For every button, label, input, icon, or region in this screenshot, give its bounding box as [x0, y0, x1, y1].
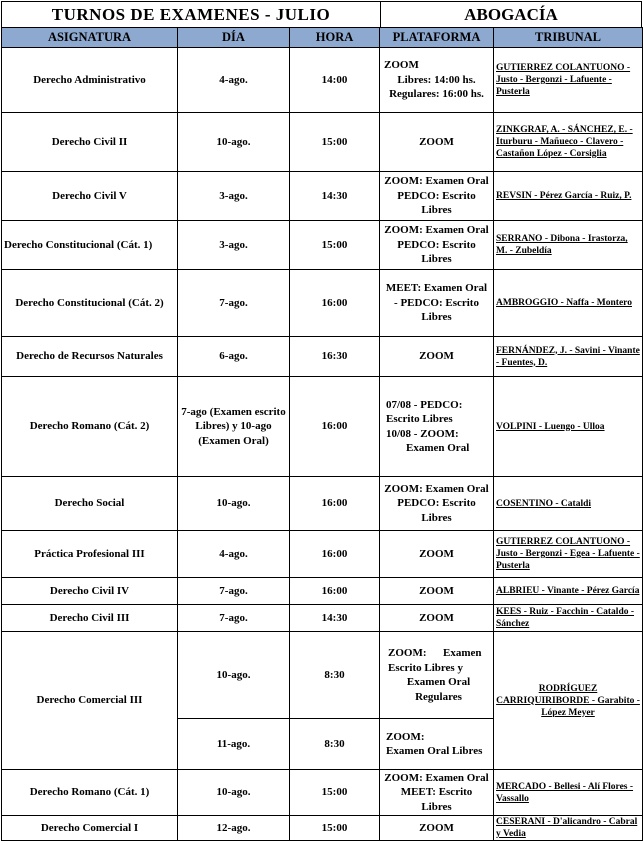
cell-hora: 8:30 — [290, 632, 380, 719]
cell-dia: 4-ago. — [178, 531, 290, 578]
cell-asignatura: Derecho Social — [2, 477, 178, 531]
tribunal-text: FERNÁNDEZ, J. - Savini - Vinante - Fuentes, D. — [496, 345, 640, 368]
cell-plataforma — [380, 816, 494, 841]
cell-dia: 10-ago. — [178, 770, 290, 816]
cell-plataforma — [380, 221, 494, 270]
tribunal-text: GUTIERREZ COLANTUONO - Justo - Bergonzi - Egea - Lafuente - Pusterla — [496, 537, 640, 571]
tribunal-text: VOLPINI - Luengo - Ulloa — [496, 421, 605, 432]
cell-asignatura: Derecho Civil III — [2, 605, 178, 632]
column-header-asignatura: ASIGNATURA — [2, 28, 178, 48]
plataforma-line: ZOOM — [419, 547, 454, 560]
exam-schedule-sheet — [1, 1, 642, 843]
tribunal-text: AMBROGGIO - Naffa - Montero — [496, 298, 632, 308]
plataforma-line: Examen Oral — [406, 442, 470, 454]
table-row — [2, 605, 643, 632]
table-row — [2, 770, 643, 816]
cell-dia: 10-ago. — [178, 477, 290, 531]
cell-hora: 8:30 — [290, 719, 380, 770]
cell-hora: 16:00 — [290, 270, 380, 337]
cell-asignatura: Derecho Comercial III — [2, 632, 178, 770]
plataforma-line: Regulares: 16:00 hs. — [389, 88, 484, 101]
tribunal-text: RODRÍGUEZ CARRIQUIRIBORDE - Garabito - López Meyer — [496, 683, 640, 718]
cell-tribunal — [494, 816, 643, 841]
cell-tribunal — [494, 113, 643, 172]
plataforma-line: Libres — [421, 311, 452, 324]
cell-asignatura: Derecho Constitucional (Cát. 1) — [2, 221, 178, 270]
plataforma-line: Libres — [421, 511, 452, 524]
table-row — [2, 531, 643, 578]
tribunal-text: COSENTINO - Cataldi — [496, 498, 592, 509]
plataforma-line: ZOOM — [419, 611, 454, 624]
cell-plataforma — [380, 770, 494, 816]
cell-hora: 16:00 — [290, 578, 380, 605]
cell-hora: 14:00 — [290, 48, 380, 113]
plataforma-line: Regulares — [415, 690, 462, 703]
cell-tribunal — [494, 531, 643, 578]
plataforma-line: ZOOM — [419, 350, 454, 363]
cell-hora: 16:00 — [290, 377, 380, 477]
cell-dia: 3-ago. — [178, 172, 290, 221]
cell-plataforma — [380, 632, 494, 719]
cell-tribunal — [494, 770, 643, 816]
cell-tribunal — [494, 632, 643, 770]
plataforma-line: Examen Oral Libres — [386, 745, 483, 757]
table-row — [2, 221, 643, 270]
cell-dia: 10-ago. — [178, 632, 290, 719]
plataforma-line: ZOOM: Examen Oral — [384, 771, 489, 784]
tribunal-text: KEES - Ruiz - Facchin - Cataldo - Sánchez — [496, 607, 635, 629]
plataforma-line: Escrito Libres — [386, 413, 453, 425]
cell-tribunal — [494, 270, 643, 337]
cell-hora: 15:00 — [290, 816, 380, 841]
cell-dia: 7-ago. — [178, 270, 290, 337]
cell-plataforma — [380, 270, 494, 337]
tribunal-text: CESERANI - D'alicandro - Cabral y Vedia — [496, 817, 638, 839]
cell-hora: 15:00 — [290, 221, 380, 270]
plataforma-line: ZOOM — [419, 135, 454, 148]
plataforma-line: ZOOM — [419, 584, 454, 597]
table-row — [2, 578, 643, 605]
column-header-tribunal: TRIBUNAL — [494, 28, 643, 48]
cell-asignatura: Derecho de Recursos Naturales — [2, 337, 178, 377]
schedule-title: TURNOS DE EXAMENES - JULIO — [2, 2, 381, 27]
cell-tribunal — [494, 337, 643, 377]
table-row — [2, 816, 643, 841]
cell-asignatura: Derecho Administrativo — [2, 48, 178, 113]
cell-tribunal — [494, 578, 643, 605]
tribunal-text: GUTIERREZ COLANTUONO - Justo - Bergonzi - Lafuente - Pusterla — [496, 63, 631, 97]
plataforma-line: ZOOM: Examen Oral — [384, 175, 489, 188]
cell-tribunal — [494, 377, 643, 477]
cell-dia: 7-ago. — [178, 605, 290, 632]
plataforma-line: MEET: Escrito — [400, 786, 473, 799]
cell-tribunal — [494, 221, 643, 270]
column-header-dia: DÍA — [178, 28, 290, 48]
title-row — [1, 1, 642, 27]
table-row — [2, 477, 643, 531]
plataforma-line: ZOOM — [384, 59, 419, 72]
cell-dia: 3-ago. — [178, 221, 290, 270]
cell-plataforma — [380, 477, 494, 531]
tribunal-text: SERRANO - Dibona - Irastorza, M. - Zubeldía — [496, 234, 628, 256]
cell-hora: 14:30 — [290, 605, 380, 632]
plataforma-line: Libres — [421, 800, 452, 813]
cell-dia: 6-ago. — [178, 337, 290, 377]
plataforma-line: Examen Oral — [406, 676, 471, 688]
table-row — [2, 113, 643, 172]
plataforma-line: ZOOM: Examen Oral — [384, 482, 489, 495]
cell-dia: 10-ago. — [178, 113, 290, 172]
cell-plataforma — [380, 172, 494, 221]
cell-asignatura: Derecho Civil IV — [2, 578, 178, 605]
cell-asignatura: Derecho Comercial I — [2, 816, 178, 841]
cell-dia: 7-ago (Examen escrito Libres) y 10-ago (Examen Oral) — [178, 377, 290, 477]
cell-asignatura: Práctica Profesional III — [2, 531, 178, 578]
cell-plataforma — [380, 377, 494, 477]
cell-tribunal — [494, 477, 643, 531]
cell-tribunal — [494, 605, 643, 632]
cell-plataforma — [380, 48, 494, 113]
cell-tribunal — [494, 172, 643, 221]
tribunal-text: ZINKGRAF, A. - SÁNCHEZ, E. - Iturburu - Mañueco - Clavero - Castañon López - Corsiglia — [496, 125, 633, 159]
table-row — [2, 270, 643, 337]
plataforma-line: - PEDCO: Escrito — [394, 296, 479, 309]
cell-dia: 12-ago. — [178, 816, 290, 841]
cell-plataforma — [380, 578, 494, 605]
cell-asignatura: Derecho Civil II — [2, 113, 178, 172]
column-header-plataforma: PLATAFORMA — [380, 28, 494, 48]
column-header-hora: HORA — [290, 28, 380, 48]
plataforma-line: 10/08 - ZOOM: — [386, 427, 459, 440]
cell-asignatura: Derecho Romano (Cát. 2) — [2, 377, 178, 477]
plataforma-line: PEDCO: Escrito — [397, 189, 476, 202]
cell-asignatura: Derecho Romano (Cát. 1) — [2, 770, 178, 816]
plataforma-line: ZOOM — [419, 821, 454, 834]
plataforma-line: MEET: Examen Oral — [385, 282, 488, 295]
plataforma-line: ZOOM: Examen — [388, 647, 482, 659]
plataforma-line: PEDCO: Escrito — [397, 497, 476, 510]
tribunal-text: REVSIN - Pérez García - Ruiz, P. — [496, 191, 632, 201]
tribunal-text: ALBRIEU - Vinante - Pérez García — [496, 586, 640, 596]
cell-hora: 16:00 — [290, 531, 380, 578]
cell-dia: 7-ago. — [178, 578, 290, 605]
cell-plataforma — [380, 113, 494, 172]
cell-dia: 11-ago. — [178, 719, 290, 770]
plataforma-line: PEDCO: Escrito — [397, 238, 476, 251]
cell-hora: 16:30 — [290, 337, 380, 377]
plataforma-line: Libres: 14:00 hs. — [397, 73, 476, 86]
table-row — [2, 632, 643, 719]
plataforma-line: ZOOM: — [386, 730, 425, 743]
cell-asignatura: Derecho Constitucional (Cát. 2) — [2, 270, 178, 337]
exam-table — [1, 27, 643, 841]
plataforma-line: Escrito Libres y — [388, 661, 463, 674]
cell-plataforma — [380, 719, 494, 770]
table-row — [2, 48, 643, 113]
cell-plataforma — [380, 531, 494, 578]
cell-plataforma — [380, 337, 494, 377]
plataforma-line: 07/08 - PEDCO: — [386, 398, 463, 411]
career-title: ABOGACÍA — [464, 4, 558, 24]
table-row — [2, 337, 643, 377]
cell-hora: 15:00 — [290, 770, 380, 816]
column-header-row — [2, 28, 643, 48]
tribunal-text: MERCADO - Bellesi - Alí Flores - Vassallo — [496, 781, 634, 804]
cell-hora: 16:00 — [290, 477, 380, 531]
cell-plataforma — [380, 605, 494, 632]
cell-asignatura: Derecho Civil V — [2, 172, 178, 221]
cell-tribunal — [494, 48, 643, 113]
cell-dia: 4-ago. — [178, 48, 290, 113]
plataforma-line: Libres — [421, 253, 452, 266]
cell-hora: 15:00 — [290, 113, 380, 172]
table-row — [2, 172, 643, 221]
table-row — [2, 377, 643, 477]
plataforma-line: ZOOM: Examen Oral — [384, 224, 489, 237]
cell-hora: 14:30 — [290, 172, 380, 221]
plataforma-line: Libres — [421, 204, 452, 217]
